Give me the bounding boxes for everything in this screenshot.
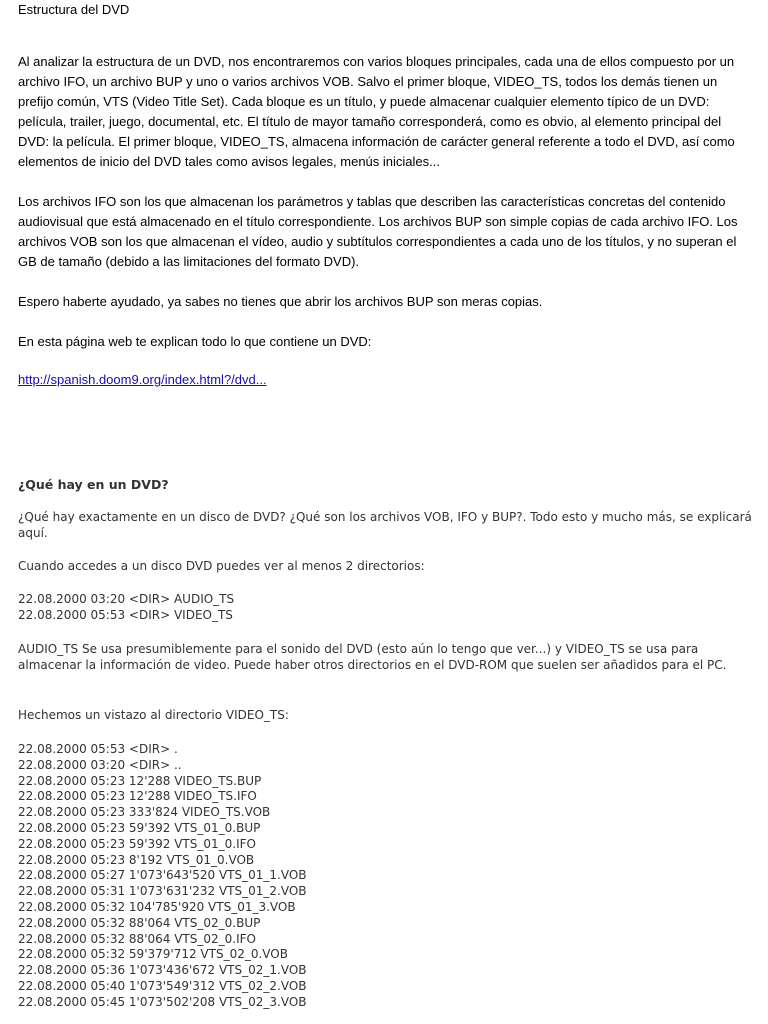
file-line: 22.08.2000 05:23 59'392 VTS_01_0.BUP [18,820,261,835]
directory-listing [18,592,753,624]
file-line: 22.08.2000 05:45 1'073'502'208 VTS_02_3.VOB [18,994,307,1009]
answer-paragraph-2: Los archivos IFO son los que almacenan los parámetros y tablas que describen las características concretas del contenido audiovisual que está almacenado en el título correspondiente. Los archivos BUP son simple copias de cada archivo IFO. Los archivos VOB son los que almacenan el vídeo, audio y subtítulos correspondientes a cada uno de los títulos, y no superan el GB de tamaño (debido a las limitaciones del formato DVD). [18,194,738,269]
file-line: 22.08.2000 05:23 12'288 VIDEO_TS.IFO [18,789,257,804]
file-line: 22.08.2000 05:23 59'392 VTS_01_0.IFO [18,836,256,851]
directories-explanation: AUDIO_TS Se usa presumiblemente para el sonido del DVD (esto aún lo tengo que ver...) y VIDEO_TS se usa para almacenar la información de video. Puede haber otros directorios en el DVD-ROM que suelen ser añadidos para el PC. [18,642,727,672]
directory-line: 22.08.2000 05:53 <DIR> VIDEO_TS [18,607,233,622]
answer-paragraph-4: En esta página web te explican todo lo que contiene un DVD: [18,334,372,349]
video-ts-intro: Hechemos un vistazo al directorio VIDEO_TS: [18,708,289,722]
file-line: 22.08.2000 05:40 1'073'549'312 VTS_02_2.VOB [18,978,307,993]
file-line: 22.08.2000 05:32 59'379'712 VTS_02_0.VOB [18,947,288,962]
source-link[interactable]: http://spanish.doom9.org/index.html?/dvd... [18,372,267,387]
answer-paragraph-3: Espero haberte ayudado, ya sabes no tienes que abrir los archivos BUP son meras copias. [18,294,543,309]
file-line: 22.08.2000 05:23 8'192 VTS_01_0.VOB [18,852,255,867]
file-line: 22.08.2000 05:27 1'073'643'520 VTS_01_1.VOB [18,868,307,883]
file-line: 22.08.2000 05:32 104'785'920 VTS_01_3.VOB [18,899,296,914]
file-line: 22.08.2000 05:53 <DIR> . [18,742,178,756]
file-line: 22.08.2000 05:23 12'288 VIDEO_TS.BUP [18,773,262,788]
answer-title: Estructura del DVD [18,2,130,17]
article-intro: ¿Qué hay exactamente en un disco de DVD? ¿Qué son los archivos VOB, IFO y BUP?. Todo esto y mucho más, se explicará aquí. [18,510,752,540]
file-line: 22.08.2000 03:20 <DIR> .. [18,757,182,772]
article-heading: ¿Qué hay en un DVD? [18,477,169,492]
file-line: 22.08.2000 05:31 1'073'631'232 VTS_01_2.VOB [18,884,307,899]
file-line: 22.08.2000 05:23 333'824 VIDEO_TS.VOB [18,805,271,820]
directories-intro: Cuando accedes a un disco DVD puedes ver al menos 2 directorios: [18,559,425,573]
answer-paragraph-1: Al analizar la estructura de un DVD, nos encontraremos con varios bloques principales, cada una de ellos compuesto por un archivo IFO, un archivo BUP y uno o varios archivos VOB. Salvo el primer bloque, VIDEO_TS, todos los demás tienen un prefijo común, VTS (Video Title Set). Cada bloque es un título, y puede almacenar cualquier elemento típico de un DVD: película, trailer, juego, documental, etc. El título de mayor tamaño corresponderá, como es obvio, al elemento principal del DVD: la película. El primer bloque, VIDEO_TS, almacena información de carácter general referente a todo el DVD, así como elementos de inicio del DVD tales como avisos legales, menús iniciales... [18,54,735,169]
directory-line: 22.08.2000 03:20 <DIR> AUDIO_TS [18,592,235,606]
file-line: 22.08.2000 05:36 1'073'436'672 VTS_02_1.VOB [18,963,307,978]
file-listing [18,742,753,1011]
file-line: 22.08.2000 05:32 88'064 VTS_02_0.IFO [18,931,256,946]
file-line: 22.08.2000 05:32 88'064 VTS_02_0.BUP [18,915,261,930]
